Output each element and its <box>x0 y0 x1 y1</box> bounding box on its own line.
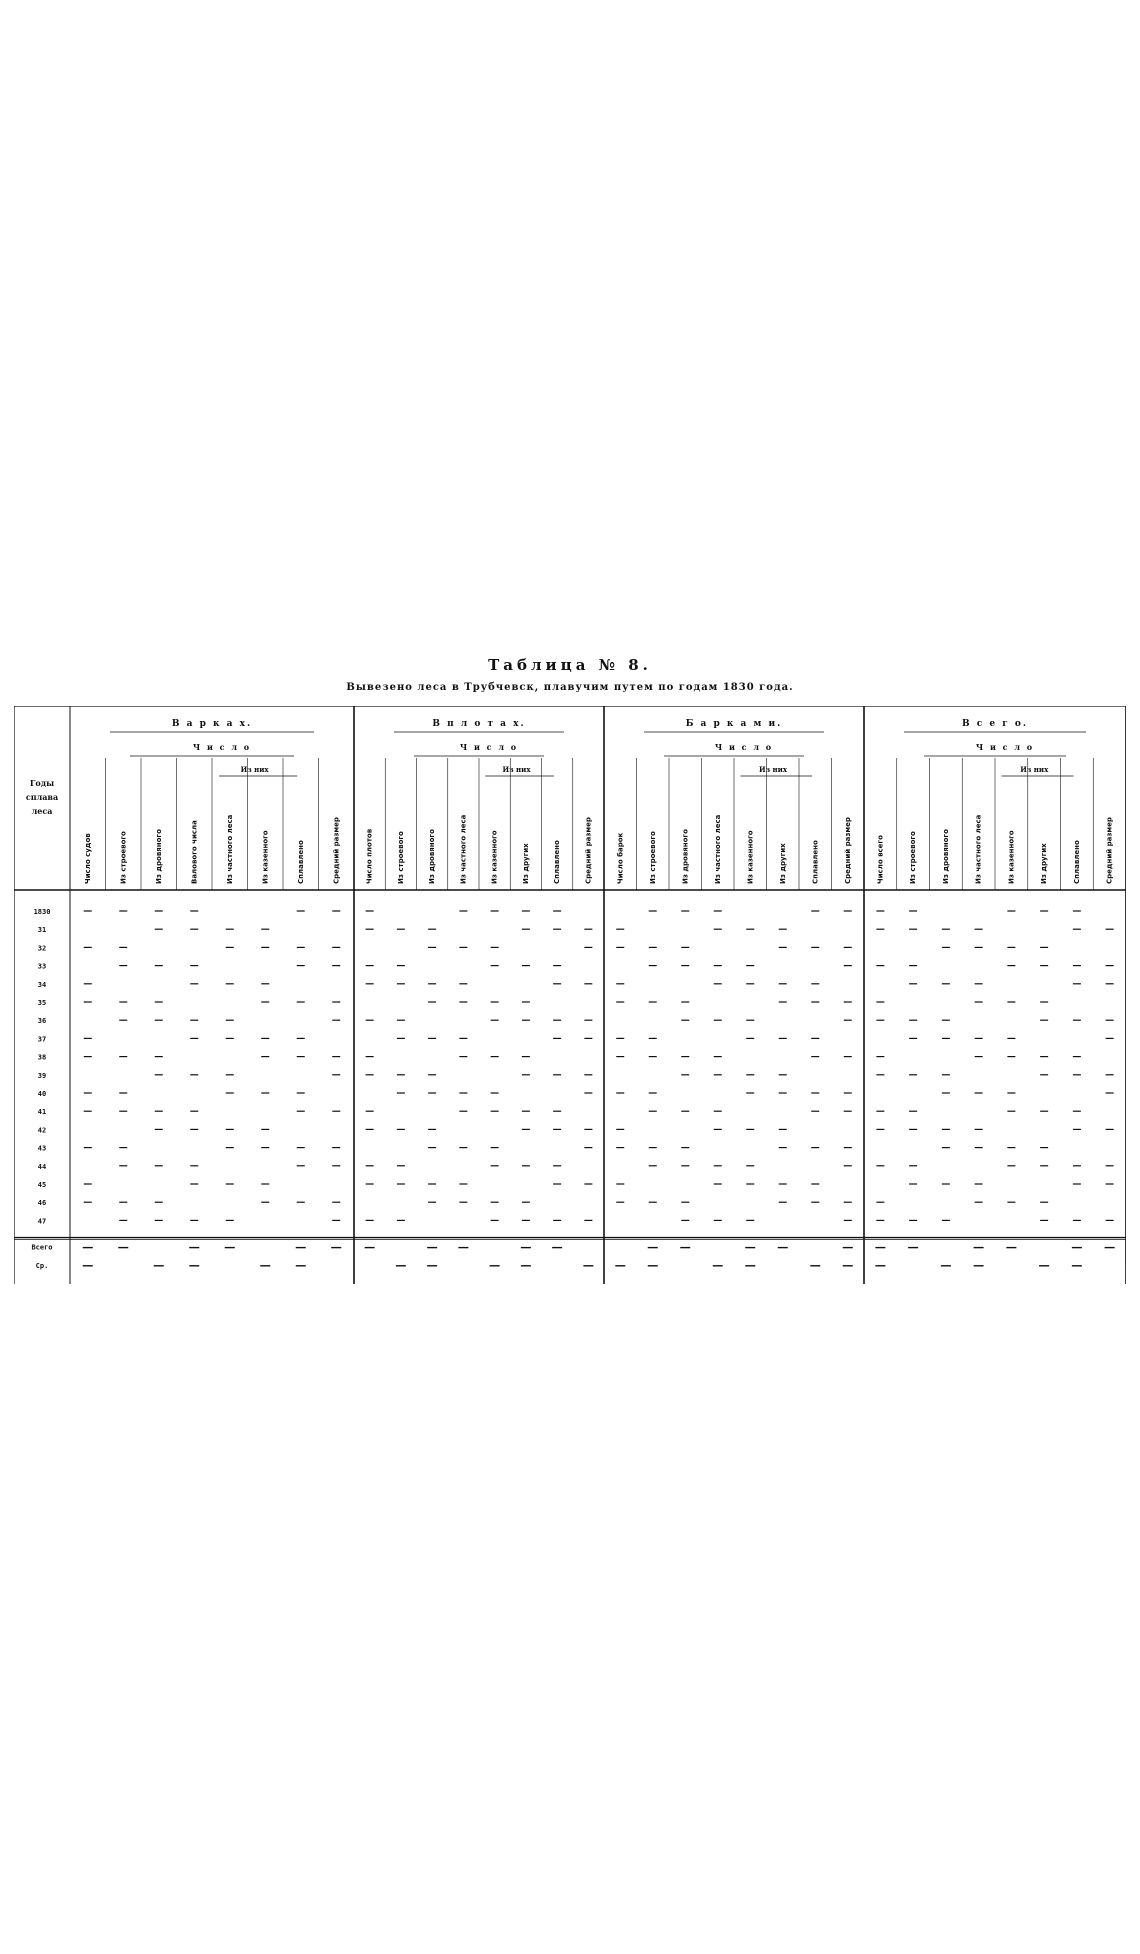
row-label: 45 <box>37 1181 47 1189</box>
row-label: 31 <box>37 926 47 935</box>
section-subheading: Ч и с л о <box>975 742 1035 752</box>
section-subheading: Ч и с л о <box>459 742 519 752</box>
row-label: 44 <box>37 1162 47 1171</box>
column-label: Из частного леса <box>225 814 234 884</box>
column-label: Из дровяного <box>941 829 950 884</box>
section-subgroup: Из них <box>502 765 531 774</box>
row-label: 38 <box>37 1053 47 1062</box>
row-label: 35 <box>37 999 47 1007</box>
column-label: Из строевого <box>119 831 128 884</box>
column-label: Из казенного <box>490 830 499 884</box>
statistical-table <box>14 706 1126 1286</box>
row-label: 43 <box>37 1144 47 1153</box>
corner-label: леса <box>31 806 53 816</box>
row-label: 47 <box>37 1217 47 1226</box>
column-label: Из дровяного <box>428 829 437 884</box>
column-label: Из строевого <box>396 831 405 884</box>
row-label: 32 <box>37 944 47 953</box>
section-subgroup: Из них <box>758 765 788 774</box>
section-heading: В с е г о. <box>962 719 1028 729</box>
column-label: Из частного леса <box>713 814 722 884</box>
row-label: 33 <box>37 962 47 971</box>
section-subgroup: Из них <box>1020 765 1049 774</box>
column-label: Из частного леса <box>459 814 468 884</box>
column-label: Из частного леса <box>974 814 983 884</box>
column-label: Число плотов <box>365 828 374 884</box>
column-label: Валового числа <box>190 820 199 884</box>
column-label: Из казенного <box>746 830 755 884</box>
column-label: Средний размер <box>1105 817 1114 884</box>
row-label: 46 <box>37 1199 47 1208</box>
column-label: Сплавлено <box>811 840 820 884</box>
row-label: 1830 <box>33 908 51 916</box>
row-label: 39 <box>37 1071 47 1080</box>
column-label: Число всего <box>876 835 885 884</box>
column-label: Средний размер <box>584 817 593 884</box>
column-label: Из дровяного <box>154 829 163 884</box>
column-label: Сплавлено <box>1072 840 1081 884</box>
section-subheading: Ч и с л о <box>714 742 774 752</box>
column-label: Средний размер <box>843 817 852 884</box>
column-label: Сплавлено <box>296 840 305 884</box>
row-label: 37 <box>37 1035 47 1044</box>
section-heading: В п л о т а х. <box>432 719 526 729</box>
row-label: 40 <box>37 1090 47 1098</box>
total-label: Ср. <box>35 1261 49 1270</box>
corner-label: Годы <box>29 778 55 788</box>
table-subtitle: Вывезено леса в Трубчевск, плавучим путем по годам 1830 года. <box>346 682 794 693</box>
column-label: Из строевого <box>648 831 657 884</box>
column-label: Число барок <box>616 832 625 884</box>
table-title: Таблица № 8. <box>488 656 652 674</box>
column-label: Из других <box>1040 843 1049 884</box>
column-label: Из строевого <box>909 831 918 884</box>
section-heading: Б а р к а м и. <box>685 719 783 729</box>
row-label: 34 <box>37 980 47 989</box>
column-label: Средний размер <box>332 817 341 884</box>
column-label: Число судов <box>83 833 92 884</box>
total-label: Всего <box>31 1243 53 1252</box>
row-label: 42 <box>37 1126 47 1135</box>
row-label: 36 <box>37 1017 47 1026</box>
column-label: Из других <box>778 843 787 884</box>
section-subgroup: Из них <box>240 765 269 774</box>
section-subheading: Ч и с л о <box>192 742 252 752</box>
row-label: 41 <box>37 1108 47 1117</box>
column-label: Сплавлено <box>553 840 562 884</box>
column-label: Из казенного <box>261 830 270 884</box>
section-heading: В а р к а х. <box>171 719 253 729</box>
column-label: Из дровяного <box>681 829 690 884</box>
corner-label: сплава <box>25 792 59 802</box>
column-label: Из других <box>521 843 530 884</box>
column-label: Из казенного <box>1007 830 1016 884</box>
